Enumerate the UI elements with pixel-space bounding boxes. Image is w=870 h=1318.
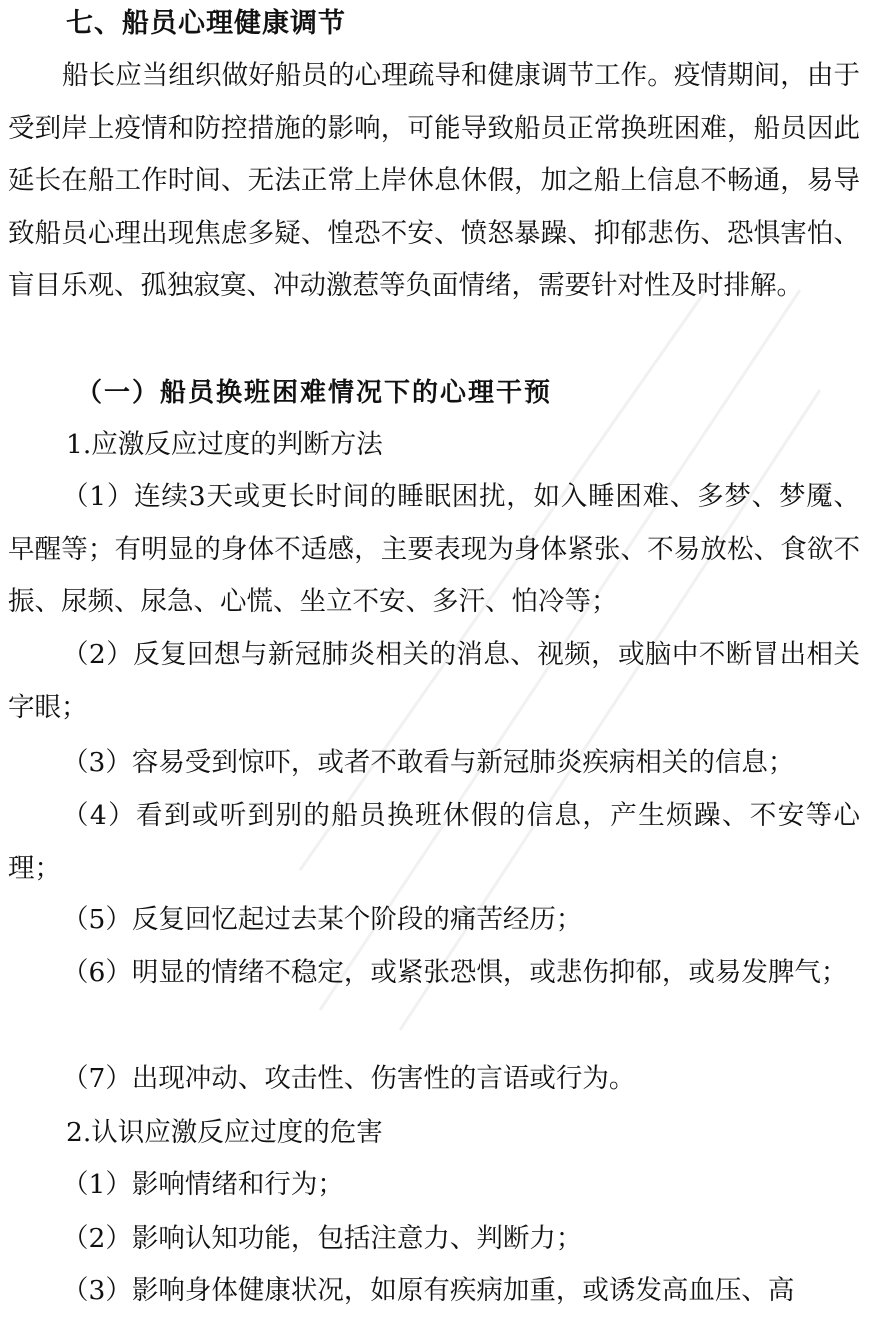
list-item: （3）容易受到惊吓，或者不敢看与新冠肺炎疾病相关的信息； bbox=[62, 747, 795, 778]
list-item: （2）反复回想与新冠肺炎相关的消息、视频，或脑中不断冒出相关字眼； bbox=[8, 639, 860, 723]
section-heading: 七、船员心理健康调节 bbox=[66, 8, 346, 39]
list-item: （5）反复回忆起过去某个阶段的痛苦经历； bbox=[62, 904, 583, 935]
intro-paragraph: 船长应当组织做好船员的心理疏导和健康调节工作。疫情期间，由于受到岸上疫情和防控措施的影响，可能导致船员正常换班困难，船员因此延长在船工作时间、无法正常上岸休息休假，加之船上信息不畅通，易导致船员心理出现焦虑多疑、惶恐不安、愤怒暴躁、抑郁悲伤、恐惧害怕、盲目乐观、孤独寂寞、冲动激惹等负面情绪，需要针对性及时排解。 bbox=[8, 60, 860, 302]
point-2-title: 2.认识应激反应过度的危害 bbox=[66, 1117, 383, 1148]
list-item: （1）影响情绪和行为； bbox=[62, 1169, 344, 1200]
list-item: （4）看到或听到别的船员换班休假的信息，产生烦躁、不安等心理； bbox=[8, 800, 860, 884]
point-1-title: 1.应激反应过度的判断方法 bbox=[66, 429, 383, 460]
list-item: （2）影响认知功能，包括注意力、判断力； bbox=[62, 1223, 583, 1254]
list-item: （1）连续3天或更长时间的睡眠困扰，如入睡困难、多梦、梦魇、早醒等；有明显的身体不适感，主要表现为身体紧张、不易放松、食欲不振、尿频、尿急、心慌、坐立不安、多汗、怕冷等； bbox=[8, 481, 860, 618]
subsection-title: （一）船员换班困难情况下的心理干预 bbox=[76, 378, 553, 408]
list-item: （3）影响身体健康状况，如原有疾病加重，或诱发高血压、高 bbox=[62, 1275, 795, 1306]
list-item: （6）明显的情绪不稳定，或紧张恐惧，或悲伤抑郁，或易发脾气； bbox=[62, 957, 848, 988]
list-item: （7）出现冲动、攻击性、伤害性的言语或行为。 bbox=[62, 1063, 636, 1094]
